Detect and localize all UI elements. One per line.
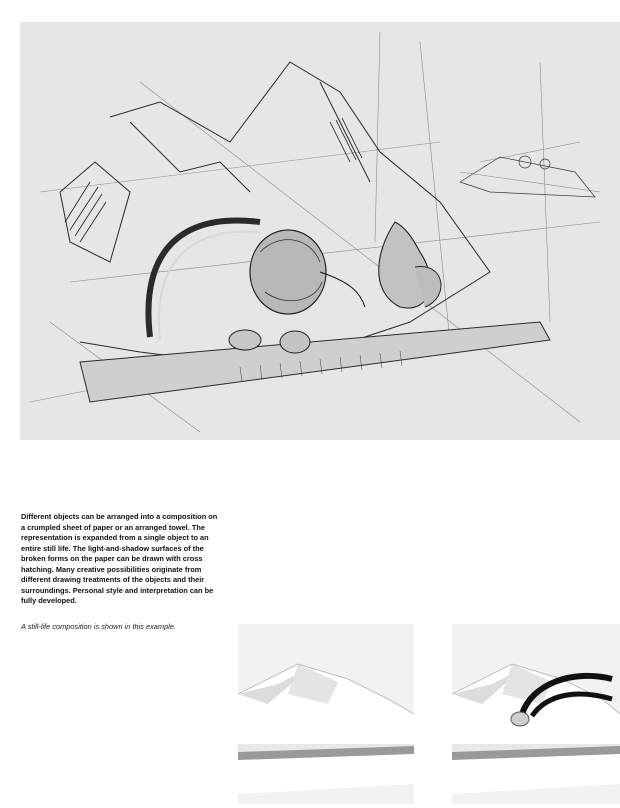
body-paragraph: Different objects can be arranged into a composition on a crumpled sheet of paper or an arranged towel. The representation is expanded from a single object to an entire still life. The light-and-shadow surfaces of the broken forms on the paper can be drawn with cross hatching. Many creative possibilities originate from different drawing treatments of the objects and their surroundings. Personal style and interpretation can be fully developed.: [21, 512, 218, 605]
still-life-drawing-illustration: [20, 22, 620, 440]
photo-crumpled-paper-with-object: [452, 624, 620, 804]
crumpled-paper-photo-icon: [238, 624, 414, 804]
photo-crumpled-paper: [238, 624, 414, 804]
still-life-drawing-icon: [20, 22, 620, 440]
figure-caption: A still-life composition is shown in this example.: [21, 622, 176, 631]
crumpled-paper-with-object-photo-icon: [452, 624, 620, 804]
